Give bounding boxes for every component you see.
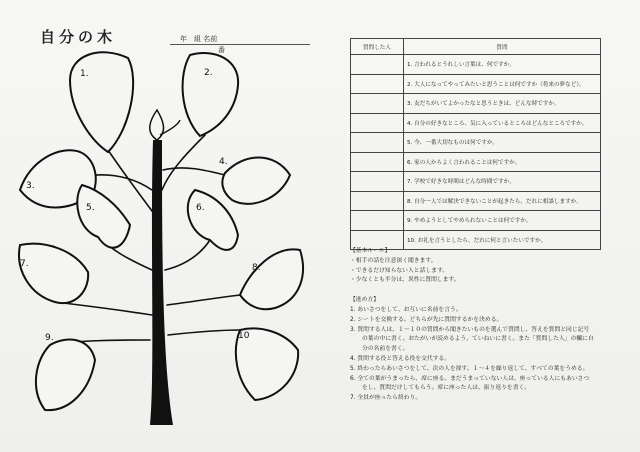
step-item: 分の名前を書く。 bbox=[362, 346, 409, 353]
number-field-label: 番 bbox=[218, 46, 225, 54]
step-item: 3. 質問する人は、１～１０の質問から聞きたいものを選んで質問し、答えを質問と同じ記号 bbox=[350, 326, 590, 333]
leaf-5 bbox=[77, 185, 130, 248]
leaf-number-6: 6. bbox=[196, 203, 205, 213]
asker-cell[interactable] bbox=[351, 74, 404, 94]
step-item: 5. 終わったらあいさつをして、次の人を探す。１～４を繰り返して、すべての葉をうめる。 bbox=[350, 365, 589, 372]
asker-column-header: 質問した人 bbox=[351, 39, 404, 55]
question-column-header: 質問 bbox=[404, 39, 601, 55]
leaf-number-5: 5. bbox=[86, 203, 95, 213]
table-row bbox=[351, 191, 601, 211]
asker-cell[interactable] bbox=[351, 211, 404, 231]
tree-trunk bbox=[150, 140, 173, 425]
leaf-8 bbox=[240, 249, 303, 309]
table-row bbox=[351, 133, 601, 153]
step-item: をし、質問だけしてもらう。席に座った人は、振り返りを書く。 bbox=[362, 385, 530, 392]
step-item: 2. シートを交換する。どちらが先に質問するかを決める。 bbox=[350, 316, 503, 323]
tree-diagram bbox=[0, 40, 320, 440]
leaf-number-2: 2. bbox=[204, 68, 213, 78]
worksheet-title: 自分の木 bbox=[40, 28, 117, 46]
asker-cell[interactable] bbox=[351, 113, 404, 133]
step-item: 7. 全員が座ったら終わり。 bbox=[350, 395, 422, 402]
question-cell: 2. 大人になってやってみたいと思うことは何ですか（将来の夢など）。 bbox=[404, 74, 601, 94]
leaf-number-4: 4. bbox=[219, 157, 228, 167]
step-item: の葉の中に書く。おたがいが読めるよう、ていねいに書く。また「質問した人」の欄に自 bbox=[362, 336, 594, 343]
question-cell: 7. 学校で好きな時間はどんな時間ですか。 bbox=[404, 172, 601, 192]
question-cell: 8. 自分一人では解決できないことが起きたら、だれに相談しますか。 bbox=[404, 191, 601, 211]
basic-rule-item: ・できるだけ知らない人と話します。 bbox=[350, 267, 449, 274]
basic-rule-item: ・相手の話を注意深く聞きます。 bbox=[350, 257, 437, 264]
asker-cell[interactable] bbox=[351, 94, 404, 114]
table-row bbox=[351, 94, 601, 114]
table-row bbox=[351, 113, 601, 133]
leaf-number-8: 8. bbox=[252, 263, 261, 273]
asker-cell[interactable] bbox=[351, 191, 404, 211]
leaf-7 bbox=[19, 244, 88, 303]
leaf-number-7: 7. bbox=[20, 259, 29, 269]
asker-cell[interactable] bbox=[351, 152, 404, 172]
rules-section bbox=[350, 245, 612, 404]
question-cell: 1. 言われるとうれしい言葉は、何ですか。 bbox=[404, 55, 601, 75]
asker-cell[interactable] bbox=[351, 172, 404, 192]
bud-leaf bbox=[150, 110, 164, 140]
basic-rules-title: 【基本ルール】 bbox=[350, 248, 391, 254]
table-row bbox=[351, 172, 601, 192]
leaf-number-10: 10 bbox=[238, 331, 250, 341]
leaf-9 bbox=[36, 340, 95, 411]
table-row bbox=[351, 55, 601, 75]
question-cell: 5. 今、一番大切なものは何ですか。 bbox=[404, 133, 601, 153]
table-row bbox=[351, 211, 601, 231]
question-table bbox=[350, 38, 601, 250]
question-cell: 4. 自分の好きなところ、気に入っているところはどんなところですか。 bbox=[404, 113, 601, 133]
leaf-number-3: 3. bbox=[26, 181, 35, 191]
table-row bbox=[351, 152, 601, 172]
steps-title: 【進め方】 bbox=[350, 297, 379, 304]
leaf-4 bbox=[222, 157, 290, 203]
leaf-2 bbox=[183, 53, 239, 136]
table-row bbox=[351, 74, 601, 94]
question-cell: 3. 友だちがいてよかったなと思うときは、どんな時ですか。 bbox=[404, 94, 601, 114]
basic-rule-item: ・少なくとも半分は、異性に質問します。 bbox=[350, 277, 460, 284]
step-item: 1. あいさつをして、お互いに名前を言う。 bbox=[350, 306, 462, 313]
step-item: 6. 全ての葉がうまったら、席に座る。まだうまっていない人は、座っている人にもあいさつ bbox=[350, 375, 590, 382]
leaf-number-9: 9. bbox=[45, 333, 54, 343]
leaf-1 bbox=[70, 52, 133, 152]
question-cell: 6. 家の人からよく言われることは何ですか。 bbox=[404, 152, 601, 172]
name-field-label: 年 組 名前 bbox=[180, 35, 218, 43]
step-item: 4. 質問する役と答える役を交代する。 bbox=[350, 355, 451, 362]
question-cell: 10. お礼を言うとしたら、だれに何と言いたいですか。 bbox=[404, 230, 601, 250]
leaf-number-1: 1. bbox=[80, 69, 89, 79]
question-cell: 9. やめようとしてやめられないことは何ですか。 bbox=[404, 211, 601, 231]
asker-cell[interactable] bbox=[351, 55, 404, 75]
asker-cell[interactable] bbox=[351, 133, 404, 153]
